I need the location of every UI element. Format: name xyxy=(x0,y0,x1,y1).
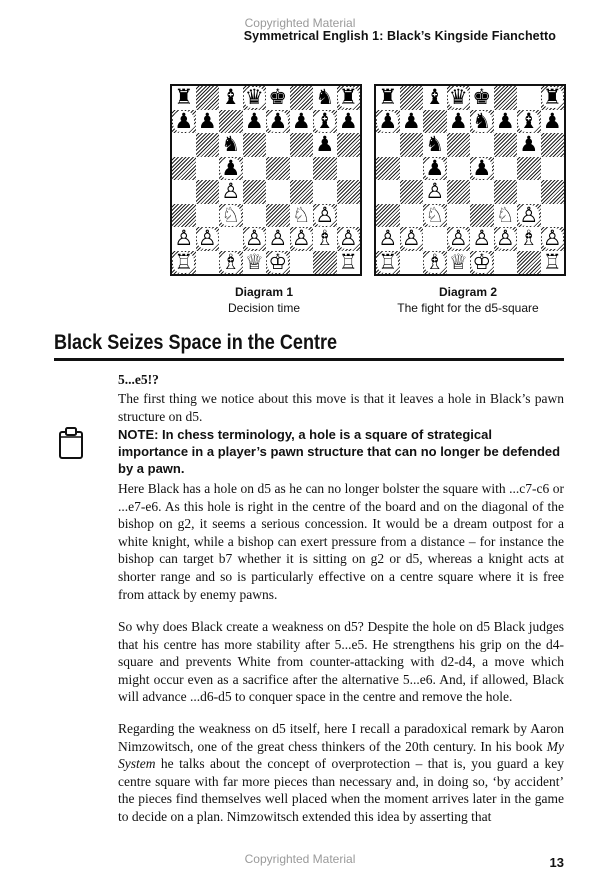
board-square xyxy=(447,133,471,157)
chess-piece: ♙ xyxy=(495,226,515,251)
chess-piece: ♙ xyxy=(425,179,445,204)
board-square xyxy=(423,86,447,110)
board-square xyxy=(494,157,518,181)
board-square xyxy=(447,157,471,181)
copyright-watermark-top: Copyrighted Material xyxy=(244,16,356,30)
board-square xyxy=(376,157,400,181)
chess-piece: ♟ xyxy=(221,155,241,180)
chess-piece: ♟ xyxy=(197,108,217,133)
diagram-2-subtitle: The fight for the d5-square xyxy=(397,301,539,315)
chess-piece: ♖ xyxy=(174,249,194,274)
board-square xyxy=(266,157,290,181)
chess-piece: ♝ xyxy=(519,108,539,133)
board-square xyxy=(494,251,518,275)
chess-piece: ♙ xyxy=(197,226,217,251)
chess-piece: ♙ xyxy=(519,202,539,227)
paragraph-3: So why does Black create a weakness on d5? Despite the hole on d5 Black judges that his centre has more stability after 5...e5. He strengthens his grip on the d4-square and prevents White from counter-attacking with d2-d4, a move which might occur even as a sacrifice after the alternative 5...e6. And, if allowed, Black will advance ...d6-d5 to conquer space in the centre and remove the hole. xyxy=(118,619,564,705)
chess-piece: ♙ xyxy=(448,226,468,251)
board-square xyxy=(400,251,424,275)
board-square xyxy=(376,251,400,275)
board-square xyxy=(337,227,361,251)
board-square xyxy=(447,227,471,251)
board-square xyxy=(470,86,494,110)
board-square xyxy=(517,110,541,134)
board-square xyxy=(266,204,290,228)
board-square xyxy=(541,180,565,204)
board-square xyxy=(470,227,494,251)
board-square xyxy=(266,180,290,204)
board-square xyxy=(517,86,541,110)
chess-piece: ♙ xyxy=(221,179,241,204)
chess-piece: ♛ xyxy=(448,85,468,110)
chess-piece: ♝ xyxy=(221,85,241,110)
chess-piece: ♔ xyxy=(472,249,492,274)
board-square xyxy=(376,133,400,157)
chess-piece: ♞ xyxy=(425,132,445,157)
chess-piece: ♝ xyxy=(425,85,445,110)
board-square xyxy=(541,157,565,181)
board-square xyxy=(400,110,424,134)
chess-diagram-2 xyxy=(374,84,566,276)
chess-piece: ♗ xyxy=(315,226,335,251)
board-square xyxy=(196,86,220,110)
chess-piece: ♜ xyxy=(338,85,358,110)
board-square xyxy=(313,86,337,110)
board-square xyxy=(541,133,565,157)
chess-piece: ♕ xyxy=(244,249,264,274)
board-square xyxy=(172,133,196,157)
board-square xyxy=(266,133,290,157)
chess-piece: ♙ xyxy=(378,226,398,251)
chess-piece: ♗ xyxy=(519,226,539,251)
running-head: Symmetrical English 1: Black’s Kingside Fianchetto xyxy=(243,29,556,43)
board-square xyxy=(196,157,220,181)
chess-piece: ♘ xyxy=(425,202,445,227)
board-square xyxy=(290,86,314,110)
paragraph-1: The first thing we notice about this move is that it leaves a hole in Black’s pawn structure on d5. xyxy=(118,391,564,424)
board-square xyxy=(243,180,267,204)
board-square xyxy=(196,227,220,251)
board-square xyxy=(219,86,243,110)
board-square xyxy=(337,180,361,204)
chess-piece: ♙ xyxy=(542,226,562,251)
board-square xyxy=(219,227,243,251)
board-square xyxy=(494,133,518,157)
chess-piece: ♞ xyxy=(472,108,492,133)
chess-piece: ♟ xyxy=(174,108,194,133)
chess-piece: ♖ xyxy=(338,249,358,274)
board-square xyxy=(172,157,196,181)
board-square xyxy=(196,180,220,204)
board-square xyxy=(290,180,314,204)
chess-piece: ♟ xyxy=(495,108,515,133)
board-square xyxy=(243,227,267,251)
chess-piece: ♞ xyxy=(221,132,241,157)
board-square xyxy=(400,204,424,228)
chess-piece: ♙ xyxy=(291,226,311,251)
board-square xyxy=(423,204,447,228)
page-number: 13 xyxy=(549,855,564,870)
chess-piece: ♘ xyxy=(291,202,311,227)
board-square xyxy=(172,227,196,251)
board-square xyxy=(447,180,471,204)
board-square xyxy=(541,110,565,134)
board-square xyxy=(266,227,290,251)
board-square xyxy=(313,251,337,275)
board-square xyxy=(290,227,314,251)
copyright-watermark-bottom: Copyrighted Material xyxy=(244,852,356,866)
board-square xyxy=(447,204,471,228)
chess-piece: ♝ xyxy=(315,108,335,133)
chess-piece: ♟ xyxy=(338,108,358,133)
chess-piece: ♙ xyxy=(338,226,358,251)
board-square xyxy=(337,133,361,157)
board-square xyxy=(517,204,541,228)
note-box: NOTE: In chess terminology, a hole is a square of strategical importance in a player’s pawn structure that can no longer be defended by a pawn. xyxy=(118,427,561,476)
board-square xyxy=(290,157,314,181)
chess-piece: ♚ xyxy=(268,85,288,110)
board-square xyxy=(172,180,196,204)
board-square xyxy=(470,251,494,275)
board-square xyxy=(243,110,267,134)
section-title: Black Seizes Space in the Centre xyxy=(54,331,338,354)
chess-piece: ♟ xyxy=(472,155,492,180)
chess-piece: ♛ xyxy=(244,85,264,110)
board-square xyxy=(219,180,243,204)
chess-piece: ♖ xyxy=(378,249,398,274)
paragraph-4-part-b: he talks about the concept of overprotection – that is, you guard a key centre square with far more pieces than necessary and, in doing so, ‘by accident’ the pieces find themselves well placed when the moment arrives later in the game to decide on a plan. Nimzowitsch extended this idea by asserting that xyxy=(118,756,564,824)
chess-piece: ♙ xyxy=(472,226,492,251)
board-square xyxy=(541,227,565,251)
board-square xyxy=(219,133,243,157)
board-square xyxy=(470,204,494,228)
chess-piece: ♙ xyxy=(174,226,194,251)
chess-piece: ♟ xyxy=(542,108,562,133)
board-square xyxy=(172,204,196,228)
board-square xyxy=(376,180,400,204)
board-square xyxy=(337,86,361,110)
board-square xyxy=(243,157,267,181)
chess-piece: ♜ xyxy=(174,85,194,110)
chess-piece: ♙ xyxy=(244,226,264,251)
chess-piece: ♙ xyxy=(315,202,335,227)
board-square xyxy=(290,251,314,275)
board-square xyxy=(447,86,471,110)
diagram-1-caption xyxy=(154,285,374,315)
board-square xyxy=(400,227,424,251)
board-square xyxy=(196,133,220,157)
board-square xyxy=(219,110,243,134)
board-square xyxy=(172,86,196,110)
board-square xyxy=(337,157,361,181)
chess-piece: ♜ xyxy=(542,85,562,110)
board-square xyxy=(290,133,314,157)
board-square xyxy=(313,180,337,204)
board-square xyxy=(313,133,337,157)
board-square xyxy=(400,180,424,204)
board-square xyxy=(290,204,314,228)
board-square xyxy=(494,227,518,251)
board-square xyxy=(494,110,518,134)
chess-piece: ♟ xyxy=(315,132,335,157)
chess-piece: ♟ xyxy=(425,155,445,180)
board-square xyxy=(219,157,243,181)
board-square xyxy=(494,180,518,204)
paragraph-4-part-a: Regarding the weakness on d5 itself, here I recall a paradoxical remark by Aaron Nimzowitsch, one of the great chess thinkers of the 20th century. In his book xyxy=(118,721,564,754)
chess-piece: ♟ xyxy=(244,108,264,133)
board-square xyxy=(172,110,196,134)
board-square xyxy=(376,227,400,251)
board-square xyxy=(470,180,494,204)
board-square xyxy=(447,110,471,134)
chess-piece: ♟ xyxy=(378,108,398,133)
board-square xyxy=(517,227,541,251)
board-square xyxy=(172,251,196,275)
board-square xyxy=(266,86,290,110)
board-square xyxy=(541,86,565,110)
board-square xyxy=(266,251,290,275)
board-square xyxy=(494,86,518,110)
board-square xyxy=(517,180,541,204)
board-square xyxy=(313,227,337,251)
board-square xyxy=(423,157,447,181)
diagram-1-subtitle: Decision time xyxy=(227,301,301,315)
board-square xyxy=(337,110,361,134)
section-rule xyxy=(54,358,564,361)
board-square xyxy=(243,133,267,157)
board-square xyxy=(219,251,243,275)
diagram-2-caption xyxy=(358,285,578,315)
move-heading: 5...e5!? xyxy=(118,372,159,387)
board-square xyxy=(376,86,400,110)
chess-piece: ♘ xyxy=(221,202,241,227)
board-square xyxy=(400,133,424,157)
chess-piece: ♕ xyxy=(448,249,468,274)
paragraph-4 xyxy=(118,720,564,826)
diagram-1-title: Diagram 1 xyxy=(234,285,294,299)
board-square xyxy=(196,204,220,228)
chess-piece: ♘ xyxy=(495,202,515,227)
board-square xyxy=(517,251,541,275)
board-square xyxy=(517,133,541,157)
chess-piece: ♟ xyxy=(519,132,539,157)
chess-piece: ♚ xyxy=(472,85,492,110)
board-square xyxy=(423,180,447,204)
paragraph-2: Here Black has a hole on d5 as he can no longer bolster the square with ...c7-c6 or ...e7-e6. As this hole is right in the centre of the board and on the diagonal of the bishop on g2, it seems a serious concession. It would be a dream outpost for a white knight, while a bishop can exert pressure from a distance – for instance the bishop can target b7 whether it is sitting on g2 or d5, whereas a knight acts at shorter range and so is particularly effective on a centre square where it is free from attack by enemy pawns. xyxy=(118,481,564,602)
chess-piece: ♟ xyxy=(291,108,311,133)
note-icon xyxy=(58,426,84,460)
diagram-2-title: Diagram 2 xyxy=(438,285,498,299)
board-square xyxy=(243,204,267,228)
board-square xyxy=(423,110,447,134)
board-square xyxy=(219,204,243,228)
board-square xyxy=(494,204,518,228)
chess-piece: ♙ xyxy=(268,226,288,251)
board-square xyxy=(400,86,424,110)
chess-piece: ♗ xyxy=(221,249,241,274)
chess-piece: ♟ xyxy=(401,108,421,133)
board-square xyxy=(313,204,337,228)
chess-piece: ♟ xyxy=(448,108,468,133)
board-square xyxy=(400,157,424,181)
board-square xyxy=(470,133,494,157)
chess-piece: ♜ xyxy=(378,85,398,110)
board-square xyxy=(376,110,400,134)
board-square xyxy=(470,110,494,134)
chess-piece: ♔ xyxy=(268,249,288,274)
chess-piece: ♞ xyxy=(315,85,335,110)
board-square xyxy=(517,157,541,181)
board-square xyxy=(423,133,447,157)
chess-piece: ♖ xyxy=(542,249,562,274)
chess-piece: ♟ xyxy=(268,108,288,133)
chess-piece: ♗ xyxy=(425,249,445,274)
board-square xyxy=(470,157,494,181)
board-square xyxy=(266,110,290,134)
board-square xyxy=(376,204,400,228)
board-square xyxy=(337,204,361,228)
book-title: My System xyxy=(118,738,564,772)
board-square xyxy=(447,251,471,275)
board-square xyxy=(290,110,314,134)
board-square xyxy=(423,251,447,275)
chess-piece: ♙ xyxy=(401,226,421,251)
board-square xyxy=(541,251,565,275)
board-square xyxy=(313,110,337,134)
board-square xyxy=(243,251,267,275)
board-square xyxy=(313,157,337,181)
chess-diagram-1 xyxy=(170,84,362,276)
board-square xyxy=(196,110,220,134)
board-square xyxy=(196,251,220,275)
board-square xyxy=(541,204,565,228)
board-square xyxy=(243,86,267,110)
board-square xyxy=(423,227,447,251)
board-square xyxy=(337,251,361,275)
